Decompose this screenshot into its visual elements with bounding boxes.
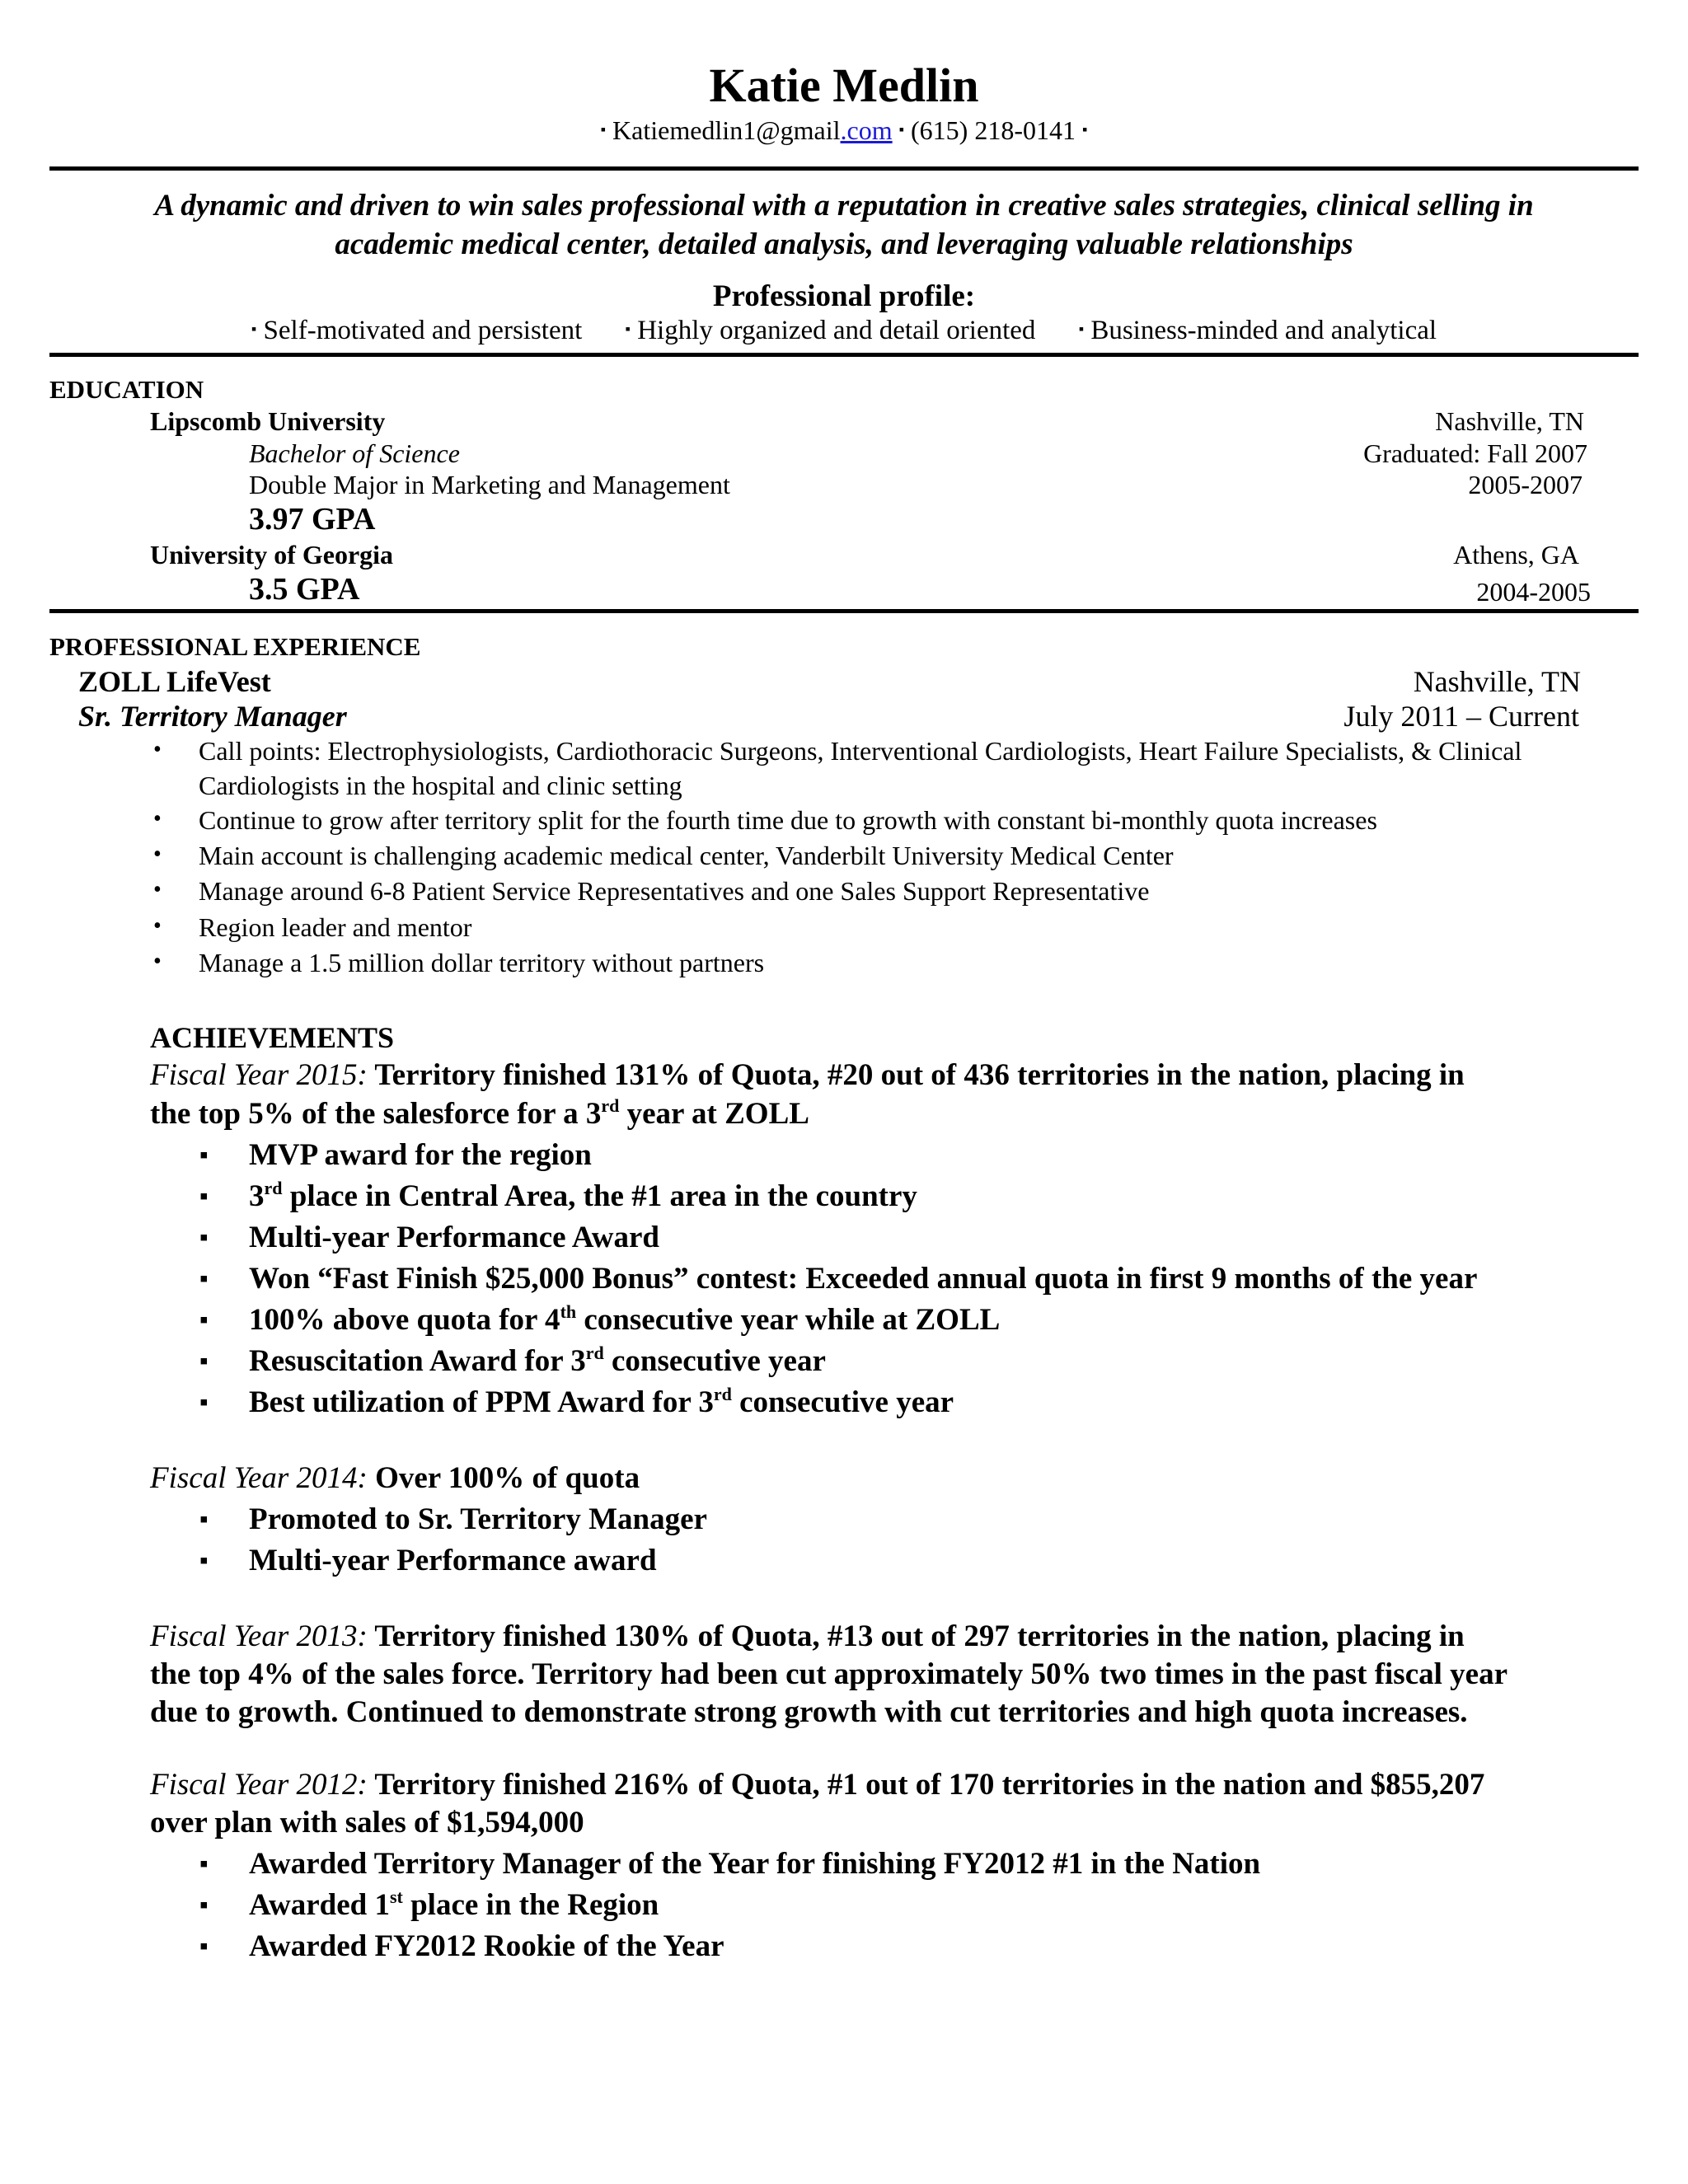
experience-bullet: Region leader and mentor <box>199 912 472 942</box>
bullet-dot: • <box>153 841 162 867</box>
school-name: Lipscomb University <box>150 406 386 436</box>
square-bullet: ▪ <box>199 1265 209 1292</box>
square-bullet: ▪ <box>199 1389 209 1416</box>
fy-label: Fiscal Year 2015: <box>150 1058 368 1092</box>
square-bullet: ▪ <box>199 1506 209 1533</box>
fy2012-summary-line-2: over plan with sales of $1,594,000 <box>150 1806 584 1840</box>
fy2013-summary-line-2: the top 4% of the sales force. Territory had been cut approximately 50% two times in the past fiscal year <box>150 1657 1508 1691</box>
school-name: University of Georgia <box>150 540 394 569</box>
achievements-heading: ACHIEVEMENTS <box>150 1021 395 1054</box>
divider <box>49 353 1639 357</box>
fy2015-achievement: MVP award for the region <box>249 1138 592 1172</box>
school-years: 2004-2005 <box>1476 577 1591 607</box>
school-years: 2005-2007 <box>1468 470 1582 499</box>
tagline-line-1: A dynamic and driven to win sales professional with a reputation in creative sales strategies, clinical selling in <box>154 189 1534 223</box>
experience-bullet-continuation: Cardiologists in the hospital and clinic setting <box>199 771 682 800</box>
fy2013-summary-line-3: due to growth. Continued to demonstrate strong growth with cut territories and high quota increases. <box>150 1695 1468 1729</box>
divider <box>49 609 1639 613</box>
school-location: Athens, GA <box>1453 540 1579 569</box>
profile-item: ▪ Highly organized and detail oriented <box>625 316 1036 345</box>
square-bullet: ▪ <box>199 1933 209 1960</box>
square-bullet: ▪ <box>199 1850 209 1877</box>
square-bullet: ▪ <box>199 1141 209 1169</box>
bullet-dot: • <box>153 737 162 762</box>
education-heading: EDUCATION <box>49 375 204 404</box>
bullet-marker: ▪ <box>898 121 905 138</box>
square-bullet: ▪ <box>199 1224 209 1251</box>
fy-label: Fiscal Year 2014: <box>150 1461 368 1495</box>
experience-heading: PROFESSIONAL EXPERIENCE <box>49 632 421 661</box>
fy2012-achievement: Awarded 1st place in the Region <box>249 1886 659 1922</box>
bullet-dot: • <box>153 913 162 939</box>
email-prefix: Katiemedlin1@gmail <box>612 115 841 145</box>
fy2014-summary: Fiscal Year 2014: Over 100% of quota <box>150 1461 640 1495</box>
school-location: Nashville, TN <box>1435 406 1584 436</box>
fy2012-achievement: Awarded FY2012 Rookie of the Year <box>249 1929 724 1963</box>
job-dates: July 2011 – Current <box>1343 700 1579 733</box>
square-bullet: ▪ <box>199 1347 209 1375</box>
fy-label: Fiscal Year 2013: <box>150 1619 368 1653</box>
experience-bullet: Main account is challenging academic medical center, Vanderbilt University Medical Center <box>199 841 1174 870</box>
square-bullet: ▪ <box>199 1183 209 1210</box>
profile-title: Professional profile: <box>712 279 976 313</box>
fy2012-summary-line-1: Fiscal Year 2012: Territory finished 216% of Quota, #1 out of 170 territories in the nation and $855,207 <box>150 1768 1485 1802</box>
bullet-dot: • <box>153 949 162 974</box>
email-link[interactable]: .com <box>840 115 893 145</box>
experience-bullet: Call points: Electrophysiologists, Cardiothoracic Surgeons, Interventional Cardiologists, Heart Failure Specialists, & Clinical <box>199 736 1522 766</box>
experience-bullet: Manage around 6-8 Patient Service Representatives and one Sales Support Representative <box>199 876 1150 906</box>
fy2015-achievement: Multi-year Performance Award <box>249 1221 659 1254</box>
bullet-dot: • <box>153 877 162 902</box>
contact-line <box>0 115 1688 146</box>
fy2013-summary-line-1: Fiscal Year 2013: Territory finished 130% of Quota, #13 out of 297 territories in the nation, placing in <box>150 1619 1465 1653</box>
fy-label: Fiscal Year 2012: <box>150 1768 368 1802</box>
experience-bullet: Continue to grow after territory split for the fourth time due to growth with constant bi-monthly quota increases <box>199 805 1377 835</box>
bullet-marker: ▪ <box>1081 121 1088 138</box>
fy2015-summary-line-1: Fiscal Year 2015: Territory finished 131% of Quota, #20 out of 436 territories in the nation, placing in <box>150 1058 1465 1092</box>
profile-item: ▪ Business-minded and analytical <box>1078 316 1437 345</box>
job-title: Sr. Territory Manager <box>78 700 347 733</box>
fy2015-achievement: 100% above quota for 4th consecutive year while at ZOLL <box>249 1301 1001 1337</box>
company-name: ZOLL LifeVest <box>78 665 271 698</box>
experience-bullet: Manage a 1.5 million dollar territory without partners <box>199 948 765 977</box>
phone-number: (615) 218-0141 <box>911 115 1076 145</box>
major: Double Major in Marketing and Management <box>249 470 730 499</box>
fy2012-achievement: Awarded Territory Manager of the Year for finishing FY2012 #1 in the Nation <box>249 1847 1261 1881</box>
fy2015-achievement: Won “Fast Finish $25,000 Bonus” contest: Exceeded annual quota in first 9 months of the year <box>249 1262 1478 1296</box>
fy2015-summary-line-2: the top 5% of the salesforce for a 3rd year at ZOLL <box>150 1095 809 1131</box>
fy2015-achievement: Resuscitation Award for 3rd consecutive year <box>249 1343 826 1378</box>
profile-items <box>0 316 1688 346</box>
fy2014-achievement: Promoted to Sr. Territory Manager <box>249 1502 707 1536</box>
bullet-marker: ▪ <box>600 121 607 138</box>
company-location: Nashville, TN <box>1413 665 1581 698</box>
fy2015-achievement: Best utilization of PPM Award for 3rd consecutive year <box>249 1384 954 1419</box>
bullet-dot: • <box>153 806 162 832</box>
profile-item: ▪ Self-motivated and persistent <box>251 316 583 345</box>
degree: Bachelor of Science <box>249 438 460 468</box>
fy2014-achievement: Multi-year Performance award <box>249 1544 657 1577</box>
gpa: 3.5 GPA <box>249 572 360 607</box>
graduation-date: Graduated: Fall 2007 <box>1363 438 1587 468</box>
square-bullet: ▪ <box>199 1306 209 1333</box>
fy2015-achievement: 3rd place in Central Area, the #1 area in the country <box>249 1178 917 1213</box>
gpa: 3.97 GPA <box>249 502 376 537</box>
tagline-line-2: academic medical center, detailed analysis, and leveraging valuable relationships <box>335 227 1353 261</box>
divider <box>49 166 1639 171</box>
square-bullet: ▪ <box>199 1891 209 1919</box>
square-bullet: ▪ <box>199 1547 209 1574</box>
candidate-name: Katie Medlin <box>709 59 979 112</box>
